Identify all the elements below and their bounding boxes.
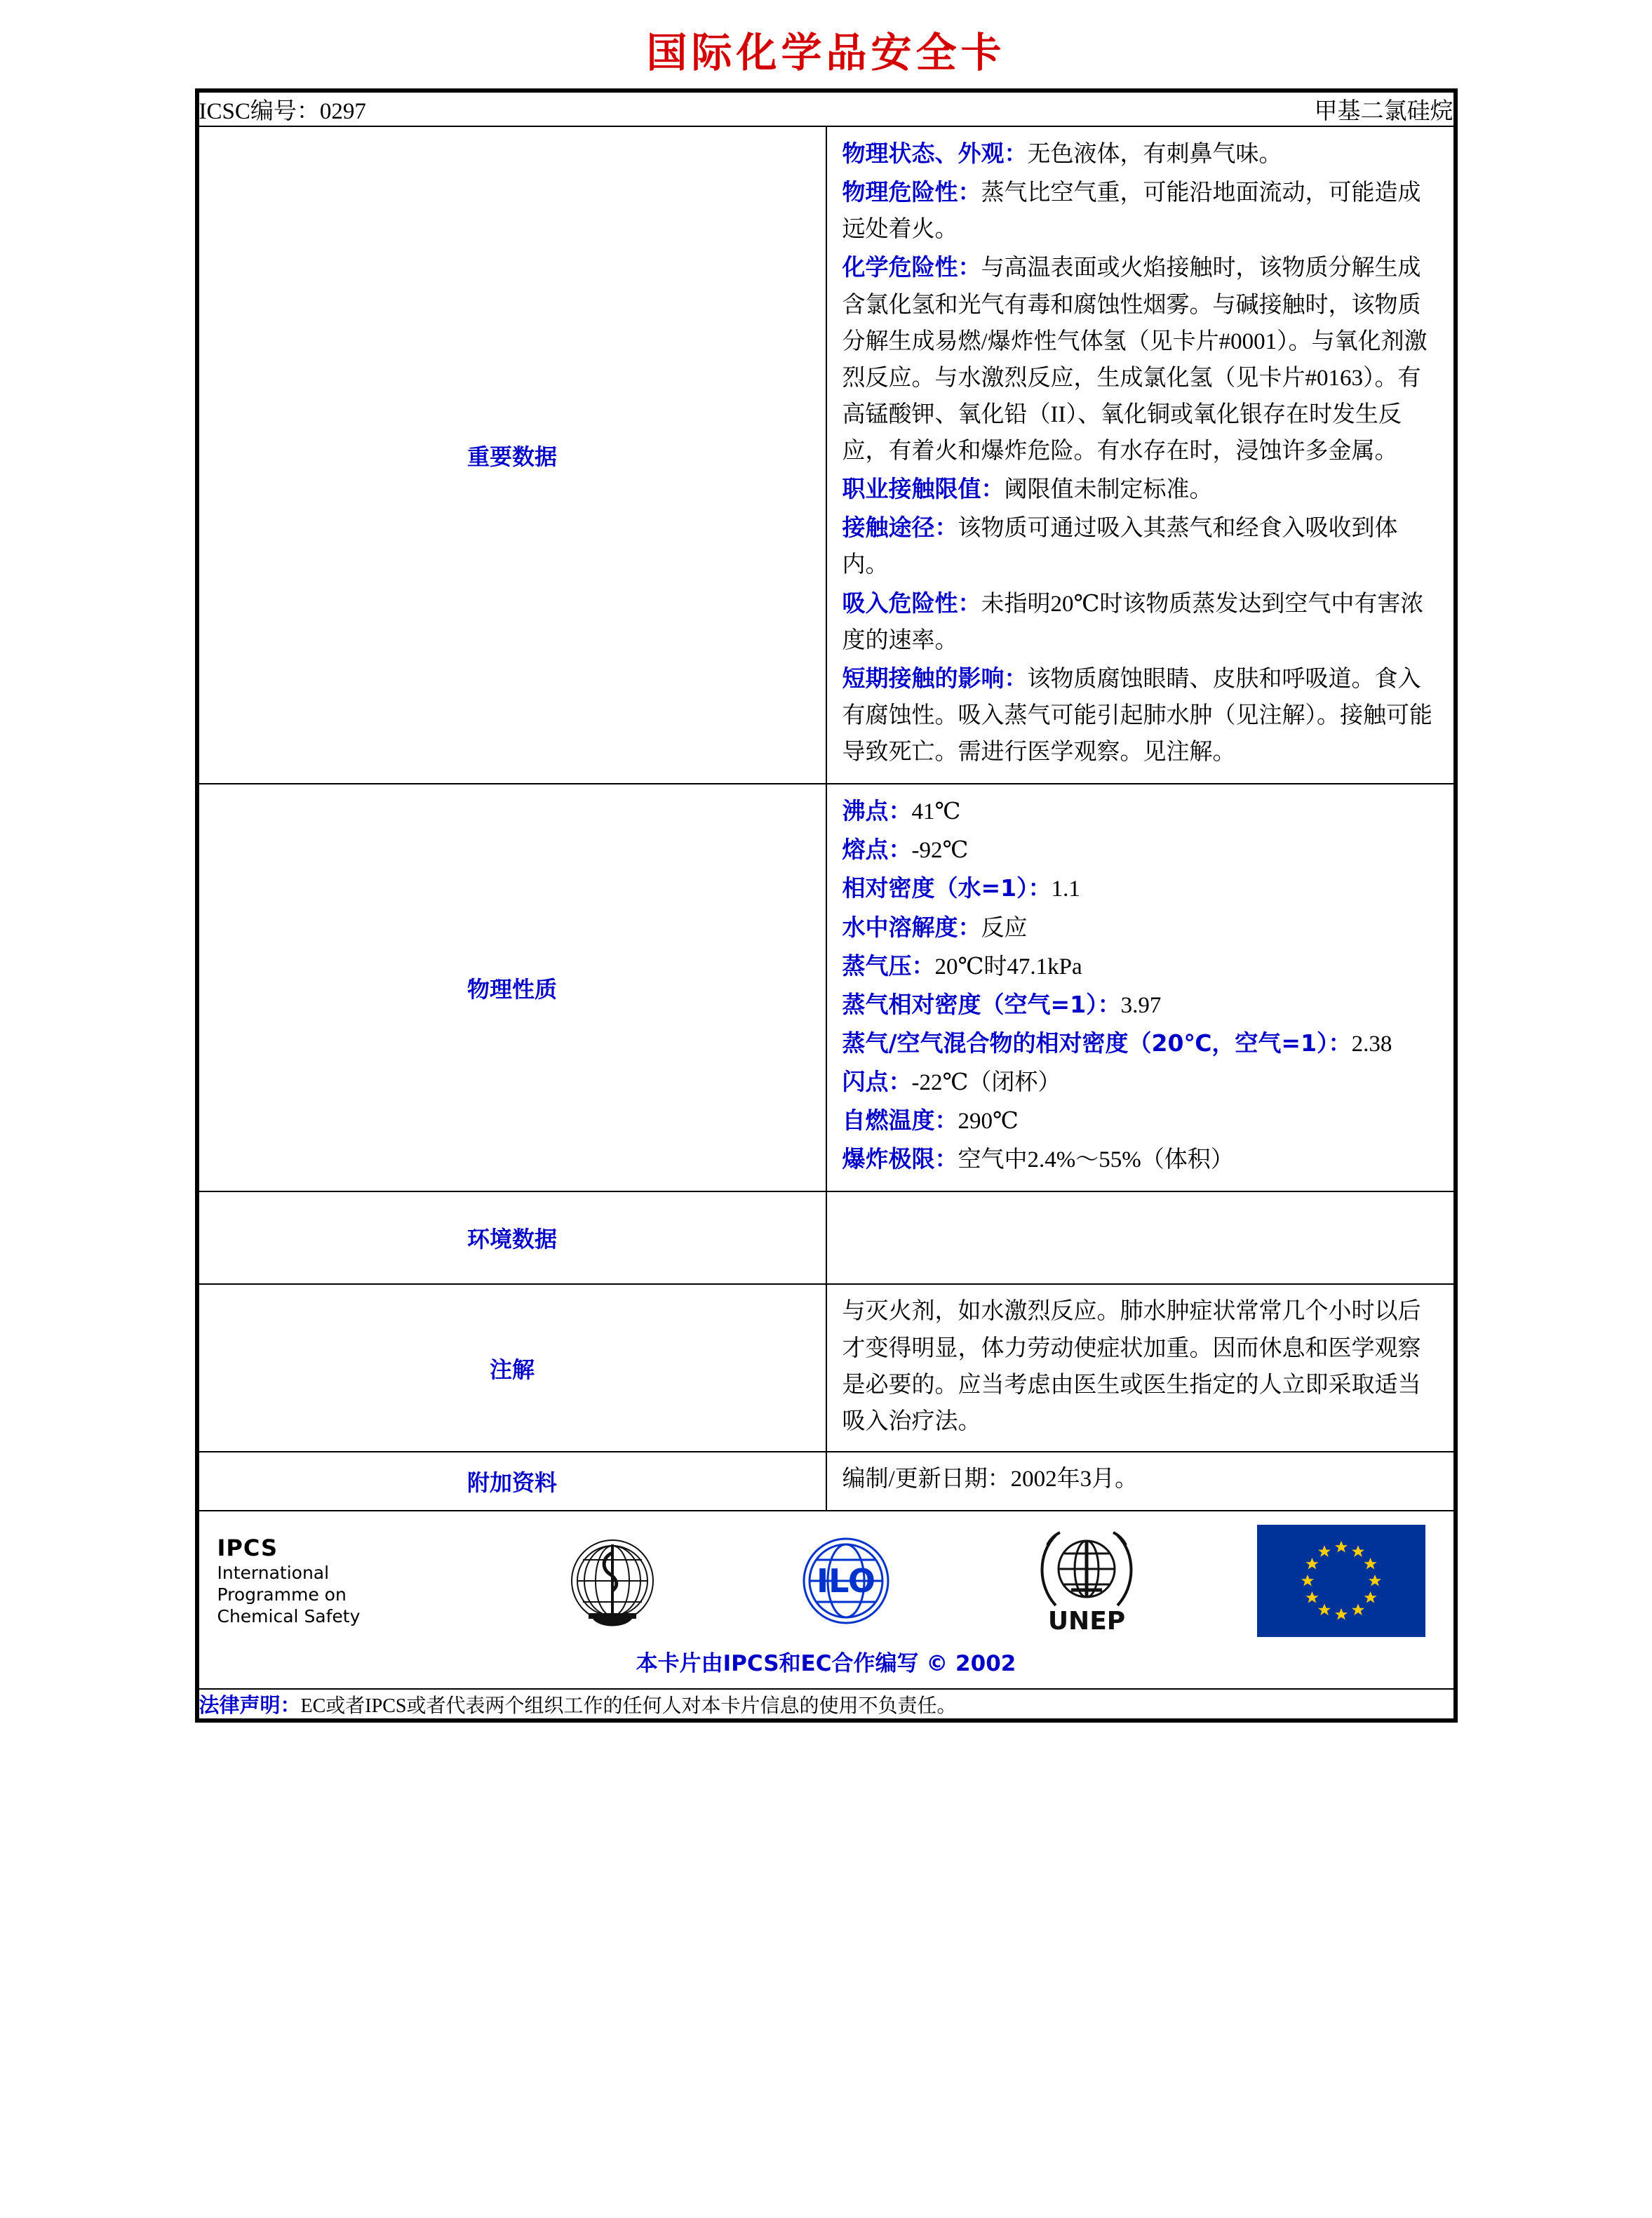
card-header-cell bbox=[199, 92, 1454, 126]
section-additional-info bbox=[199, 1452, 1454, 1511]
entry-key: 物理状态、外观： bbox=[842, 140, 1028, 167]
legal-label: 法律声明： bbox=[199, 1693, 301, 1717]
entry-key: 水中溶解度： bbox=[842, 913, 981, 941]
ilo-logo-icon bbox=[776, 1525, 916, 1637]
entry-key: 沸点： bbox=[842, 797, 912, 825]
entry-chemical-hazards bbox=[842, 249, 1439, 469]
notes-content bbox=[827, 1285, 1453, 1451]
footer-credit: 本卡片由IPCS和EC合作编写 © 2002 bbox=[636, 1651, 1016, 1676]
entry-key: 职业接触限值： bbox=[842, 475, 1005, 503]
ipcs-title: IPCS bbox=[217, 1534, 278, 1561]
section-notes bbox=[199, 1284, 1454, 1452]
section-important-data bbox=[199, 126, 1454, 784]
entry-value: 阈限值未制定标准。 bbox=[1004, 477, 1213, 503]
entry-value: 1.1 bbox=[1051, 876, 1080, 902]
entry-value: -92℃ bbox=[911, 838, 969, 864]
substance-name: 甲基二氯硅烷 bbox=[1314, 99, 1453, 124]
section-environmental-data bbox=[199, 1191, 1454, 1284]
ipcs-line-2: Programme on bbox=[217, 1584, 347, 1605]
entry-physical-hazards bbox=[842, 174, 1439, 248]
additional-info-text: 编制/更新日期：2002年3月。 bbox=[842, 1466, 1139, 1492]
entry-inhalation-risk bbox=[842, 585, 1439, 659]
icsc-number-group bbox=[199, 93, 366, 126]
entry-value: 20℃时47.1kPa bbox=[934, 954, 1082, 980]
prop-autoignition-temperature bbox=[842, 1102, 1439, 1140]
icsc-card bbox=[195, 88, 1458, 1723]
entry-key: 化学危险性： bbox=[842, 253, 981, 281]
section-label-notes: 注解 bbox=[199, 1284, 826, 1452]
entry-value: 蒸气比空气重，可能沿地面流动，可能造成远处着火。 bbox=[842, 180, 1421, 243]
prop-melting-point bbox=[842, 831, 1439, 869]
entry-physical-state bbox=[842, 135, 1439, 173]
entry-key: 短期接触的影响： bbox=[842, 664, 1028, 692]
entry-value: 该物质腐蚀眼睛、皮肤和呼吸道。食入有腐蚀性。吸入蒸气可能引起肺水肿（见注解）。接触可能导致死亡。需进行医学观察。见注解。 bbox=[842, 666, 1432, 765]
entry-value: 未指明20℃时该物质蒸发达到空气中有害浓度的速率。 bbox=[842, 591, 1424, 653]
entry-value: 3.97 bbox=[1120, 992, 1162, 1018]
prop-water-solubility bbox=[842, 909, 1439, 947]
entry-value: 41℃ bbox=[911, 799, 961, 825]
entry-key: 相对密度（水=1）： bbox=[842, 874, 1052, 902]
entry-value: 290℃ bbox=[958, 1109, 1019, 1135]
entry-key: 自燃温度： bbox=[842, 1107, 958, 1135]
additional-info-content bbox=[827, 1452, 1453, 1510]
icsc-number-value: 0297 bbox=[319, 99, 366, 124]
prop-boiling-point bbox=[842, 793, 1439, 830]
notes-text: 与灭火剂，如水激烈反应。肺水肿症状常常几个小时以后才变得明显，体力劳动使症状加重。因而休息和医学观察是必要的。应当考虑由医生或医生指定的人立即采取适当吸入治疗法。 bbox=[842, 1299, 1421, 1434]
entry-routes-of-exposure bbox=[842, 509, 1439, 583]
entry-value: 反应 bbox=[981, 915, 1028, 941]
who-logo-icon bbox=[549, 1525, 676, 1637]
section-body-additional-info bbox=[826, 1452, 1454, 1511]
entry-key: 蒸气相对密度（空气=1）： bbox=[842, 990, 1121, 1018]
entry-key: 闪点： bbox=[842, 1068, 912, 1095]
section-body-notes bbox=[826, 1284, 1454, 1452]
unep-logo-label: UNEP bbox=[1047, 1607, 1125, 1636]
entry-key: 接触途径： bbox=[842, 514, 958, 542]
prop-vapour-pressure bbox=[842, 948, 1439, 985]
entry-value: 2.38 bbox=[1351, 1031, 1392, 1057]
entry-key: 蒸气压： bbox=[842, 951, 935, 980]
section-label-environmental-data: 环境数据 bbox=[199, 1191, 826, 1284]
physical-properties-content bbox=[827, 784, 1453, 1191]
section-label-additional-info: 附加资料 bbox=[199, 1452, 826, 1511]
unep-logo-icon bbox=[1016, 1523, 1157, 1638]
section-body-environmental-data bbox=[826, 1191, 1454, 1284]
section-label-important-data: 重要数据 bbox=[199, 126, 826, 784]
entry-value: 该物质可通过吸入其蒸气和经食入吸收到体内。 bbox=[842, 516, 1398, 578]
entry-key: 蒸气/空气混合物的相对密度（20℃，空气=1）： bbox=[842, 1029, 1352, 1057]
section-physical-properties bbox=[199, 784, 1454, 1191]
eu-flag-icon bbox=[1257, 1525, 1425, 1637]
icsc-number-label: ICSC编号： bbox=[199, 99, 320, 124]
prop-flash-point bbox=[842, 1064, 1439, 1101]
section-body-important-data bbox=[826, 126, 1454, 784]
entry-key: 物理危险性： bbox=[842, 178, 981, 206]
ipcs-line-3: Chemical Safety bbox=[217, 1606, 361, 1627]
section-body-physical-properties bbox=[826, 784, 1454, 1191]
card-table bbox=[198, 91, 1455, 1720]
logo-strip bbox=[199, 1511, 1453, 1643]
entry-short-term-effects bbox=[842, 660, 1439, 770]
entry-key: 爆炸极限： bbox=[842, 1145, 958, 1173]
legal-text: EC或者IPCS或者代表两个组织工作的任何人对本卡片信息的使用不负责任。 bbox=[300, 1695, 957, 1717]
important-data-content bbox=[827, 127, 1453, 783]
page-title: 国际化学品安全卡 bbox=[646, 29, 1006, 76]
entry-value: 空气中2.4%～55%（体积） bbox=[958, 1147, 1234, 1173]
footer-row bbox=[199, 1511, 1454, 1689]
legal-cell bbox=[199, 1689, 1454, 1719]
entry-value: -22℃（闭杯） bbox=[911, 1070, 1061, 1095]
card-header-row bbox=[199, 92, 1454, 126]
ipcs-line-1: International bbox=[217, 1562, 330, 1583]
prop-vapour-air-mixture-density bbox=[842, 1025, 1439, 1062]
prop-vapour-relative-density bbox=[842, 987, 1439, 1024]
section-label-physical-properties: 物理性质 bbox=[199, 784, 826, 1191]
legal-row bbox=[199, 1689, 1454, 1719]
entry-value: 无色液体，有刺鼻气味。 bbox=[1027, 142, 1282, 167]
footer-cell bbox=[199, 1511, 1454, 1689]
entry-occupational-limits bbox=[842, 471, 1439, 508]
prop-relative-density bbox=[842, 870, 1439, 907]
environmental-data-content bbox=[827, 1192, 1453, 1248]
entry-key: 熔点： bbox=[842, 836, 912, 864]
entry-value: 与高温表面或火焰接触时，该物质分解生成含氯化氢和光气有毒和腐蚀性烟雾。与碱接触时，该物质分解生成易燃/爆炸性气体氢（见卡片#0001）。与氧化剂激烈反应。与水激烈反应，生成氯化氢（见卡片#0163）。有高锰酸钾、氧化铅（II）、氧化铜或氧化银存在时发生反应，有着火和爆炸危险。有水存在时，浸蚀许多金属。 bbox=[842, 255, 1428, 464]
ilo-logo-label: ILO bbox=[816, 1561, 875, 1600]
ipcs-block bbox=[217, 1534, 449, 1628]
entry-key: 吸入危险性： bbox=[842, 589, 981, 617]
prop-explosive-limits bbox=[842, 1141, 1439, 1178]
